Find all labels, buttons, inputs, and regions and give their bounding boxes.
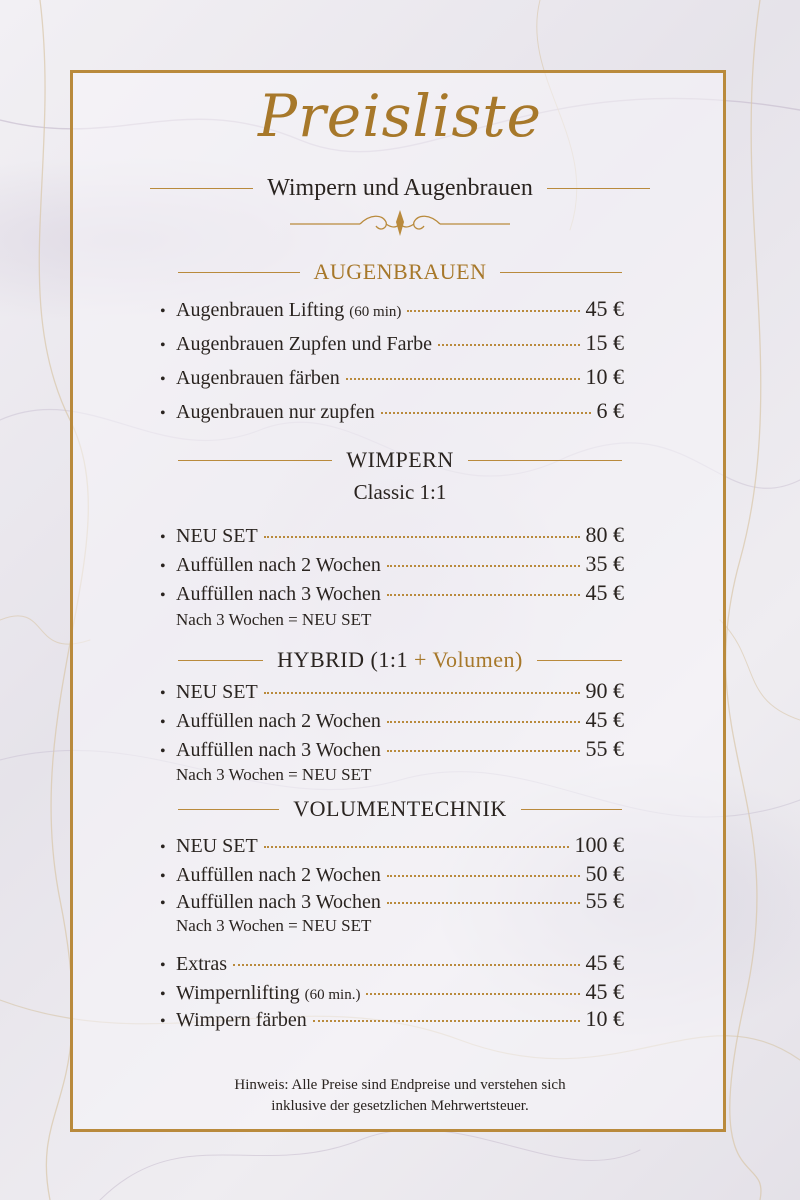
price-item: [160, 522, 624, 550]
item-price: 45 €: [585, 580, 624, 605]
dot-leader: [313, 1020, 580, 1022]
divider-line: [468, 460, 622, 461]
bullet: •: [160, 839, 166, 856]
item-name-text: Wimpernlifting: [176, 982, 300, 1004]
item-name: Wimpern färben: [176, 1009, 307, 1031]
item-price: 50 €: [585, 861, 624, 886]
item-price: 6 €: [596, 398, 624, 423]
section-heading-wimpern: [178, 446, 622, 474]
bullet: •: [160, 1013, 166, 1030]
section-heading-volumentechnik: [178, 795, 622, 823]
bullet: •: [160, 685, 166, 702]
flourish-ornament-icon: [290, 206, 510, 242]
section-title: VOLUMENTECHNIK: [293, 796, 507, 821]
item-name: Auffüllen nach 2 Wochen: [176, 554, 381, 576]
bullet: •: [160, 558, 166, 575]
bullet: •: [160, 337, 166, 354]
subtitle-row: [150, 173, 650, 203]
dot-leader: [233, 964, 579, 966]
item-price: 10 €: [585, 1006, 624, 1031]
dot-leader: [381, 412, 591, 414]
item-name: Extras: [176, 953, 228, 975]
price-item: [160, 364, 624, 392]
price-item: [160, 330, 624, 358]
item-name: NEU SET: [176, 835, 258, 857]
dot-leader: [387, 875, 580, 877]
item-price: 45 €: [585, 979, 624, 1004]
item-name: [176, 299, 401, 322]
item-name: Augenbrauen nur zupfen: [176, 401, 375, 423]
item-name: Auffüllen nach 3 Wochen: [176, 739, 381, 761]
page-subtitle: Wimpern und Augenbrauen: [267, 174, 533, 201]
dot-leader: [264, 692, 580, 694]
price-item: [160, 736, 624, 764]
item-price: 35 €: [585, 551, 624, 576]
footer-line: Hinweis: Alle Preise sind Endpreise und verstehen sich: [234, 1077, 566, 1093]
price-item: [160, 580, 624, 608]
item-name: [176, 982, 360, 1005]
item-price: 45 €: [585, 707, 624, 732]
footer-line: inklusive der gesetzlichen Mehrwertsteuer.: [271, 1098, 529, 1114]
item-name-text: Augenbrauen Lifting: [176, 299, 345, 321]
section-title: WIMPERN: [346, 447, 454, 472]
divider-line: [178, 460, 332, 461]
divider-line: [150, 188, 253, 189]
section-note: Nach 3 Wochen = NEU SET: [176, 610, 372, 629]
bullet: •: [160, 986, 166, 1003]
bullet: •: [160, 895, 166, 912]
price-item: [160, 678, 624, 706]
item-name: Auffüllen nach 3 Wochen: [176, 583, 381, 605]
dot-leader: [366, 993, 579, 995]
price-item: [160, 707, 624, 735]
divider-line: [178, 809, 279, 810]
divider-line: [547, 188, 650, 189]
dot-leader: [264, 846, 569, 848]
bullet: •: [160, 587, 166, 604]
bullet: •: [160, 529, 166, 546]
bullet: •: [160, 405, 166, 422]
bullet: •: [160, 371, 166, 388]
item-detail: (60 min): [349, 304, 402, 320]
item-price: 80 €: [585, 522, 624, 547]
item-name: Augenbrauen färben: [176, 367, 340, 389]
section-note: Nach 3 Wochen = NEU SET: [176, 765, 372, 784]
price-item: [160, 398, 624, 426]
footer-note: [0, 1075, 800, 1117]
price-item: [160, 979, 624, 1007]
item-name: NEU SET: [176, 525, 258, 547]
section-title: [263, 647, 537, 673]
item-name: Auffüllen nach 2 Wochen: [176, 710, 381, 732]
price-item: [160, 950, 624, 978]
bullet: •: [160, 714, 166, 731]
bullet: •: [160, 303, 166, 320]
divider-line: [537, 660, 622, 661]
bullet: •: [160, 743, 166, 760]
dot-leader: [387, 565, 580, 567]
price-item: [160, 296, 624, 324]
page-title: Preisliste: [258, 82, 542, 150]
section-note: Nach 3 Wochen = NEU SET: [176, 916, 372, 935]
item-name: Auffüllen nach 3 Wochen: [176, 891, 381, 913]
section-heading-augenbrauen: [178, 258, 622, 286]
item-detail: (60 min.): [304, 987, 361, 1003]
dot-leader: [387, 902, 580, 904]
dot-leader: [387, 721, 580, 723]
dot-leader: [387, 594, 580, 596]
item-price: 45 €: [585, 950, 624, 975]
divider-line: [500, 272, 622, 273]
item-name: Auffüllen nach 2 Wochen: [176, 864, 381, 886]
section-heading-hybrid: [178, 646, 622, 674]
price-item: [160, 861, 624, 889]
item-price: 45 €: [585, 296, 624, 321]
price-item: [160, 888, 624, 916]
divider-line: [521, 809, 622, 810]
price-item: [160, 1006, 624, 1034]
item-price: 100 €: [574, 832, 624, 857]
dot-leader: [264, 536, 580, 538]
item-price: 15 €: [585, 330, 624, 355]
section-title-accent: + Volumen): [413, 647, 523, 672]
item-price: 55 €: [585, 888, 624, 913]
price-item: [160, 832, 624, 860]
divider-line: [178, 272, 300, 273]
dot-leader: [407, 310, 579, 312]
item-price: 55 €: [585, 736, 624, 761]
item-price: 90 €: [585, 678, 624, 703]
divider-line: [178, 660, 263, 661]
price-item: [160, 551, 624, 579]
dot-leader: [438, 344, 579, 346]
bullet: •: [160, 868, 166, 885]
dot-leader: [346, 378, 580, 380]
section-title-text: AUGENBRAUEN: [313, 259, 487, 284]
section-subtitle-classic: Classic 1:1: [353, 480, 447, 504]
item-name: Augenbrauen Zupfen und Farbe: [176, 333, 433, 355]
section-title-text: HYBRID (1:1: [277, 647, 408, 672]
section-title: [300, 259, 501, 285]
dot-leader: [387, 750, 580, 752]
item-price: 10 €: [585, 364, 624, 389]
bullet: •: [160, 957, 166, 974]
item-name: NEU SET: [176, 681, 258, 703]
